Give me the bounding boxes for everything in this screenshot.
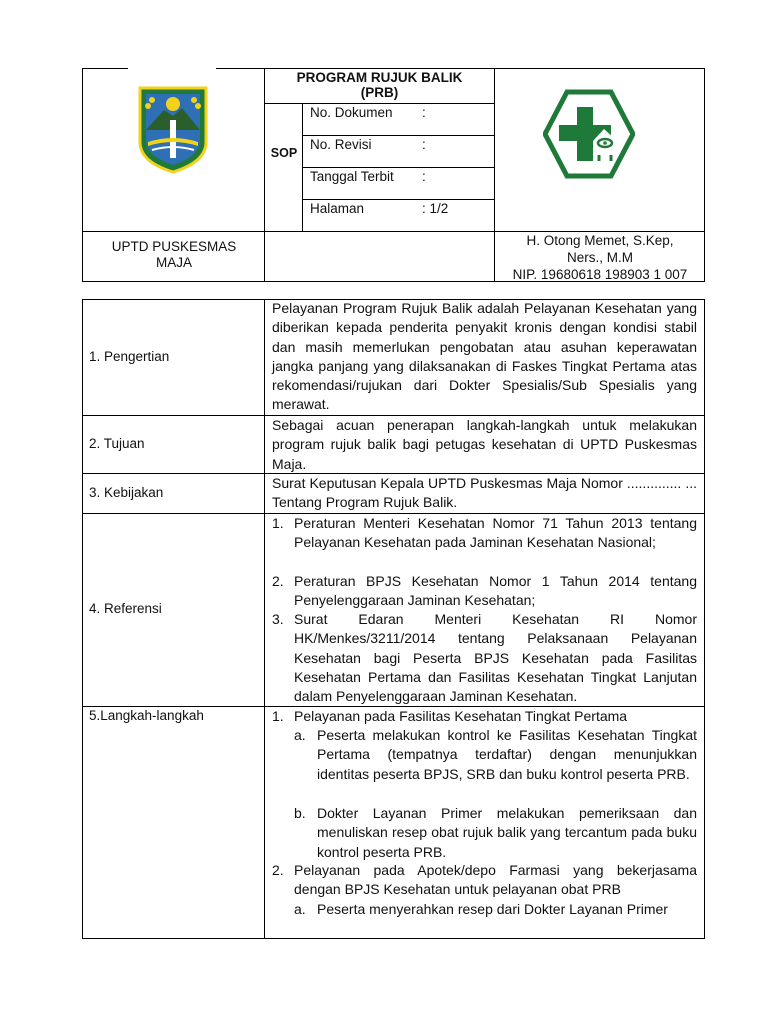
organization-name: UPTD PUSKESMAS MAJA [111,239,237,270]
langkah-number: 1. [272,708,284,724]
langkah-sub-item: Dokter Layanan Primer melakukan pemeriksaan dan menuliskan resep obat rujuk balik yang tercantum pada buku kontrol peserta PRB. [317,805,697,860]
meta-halaman: Halaman : 1/2 [310,201,449,216]
langkah-sub-letter: a. [294,901,306,917]
header-divider [302,167,495,168]
langkah-number: 2. [272,862,284,878]
langkah-sub-letter: a. [294,727,306,743]
meta-tanggal-terbit: Tanggal Terbit : [310,169,426,184]
pengertian-text: Pelayanan Program Rujuk Balik adalah Pelayanan Kesehatan yang diberikan kepada penderita penyakit kronis dengan kondisi stabil dan masih memerlukan pengobatan atau asuhan keperawatan jangka panjang yang dilaksanakan di Faskes Tingkat Pertama atas rekomendasi/rujukan dari Dokter Spesialis/Sub Spesialis yang merawat. [272,300,697,413]
puskesmas-logo [543,89,635,179]
langkah-item: Pelayanan pada Apotek/depo Farmasi yang bekerjasama dengan BPJS Kesehatan untuk pelayanan obat PRB [294,862,697,898]
table-divider [264,299,265,939]
meta-no-revisi: No. Revisi : [310,137,426,152]
referensi-item: Peraturan Menteri Kesehatan Nomor 71 Tahun 2013 tentang Pelayanan Kesehatan pada Jaminan Kesehatan Nasional; [294,515,697,551]
referensi-number: 3. [272,611,284,627]
langkah-sub-letter: b. [294,805,306,821]
tujuan-text: Sebagai acuan penerapan langkah-langkah untuk melakukan program rujuk balik bagi petugas kesehatan di UPTD Puskesmas Maja. [272,417,697,472]
sop-label: SOP [270,146,298,160]
header-divider [264,103,495,104]
document-title: PROGRAM RUJUK BALIK (PRB) [296,70,463,100]
signer-nip: NIP. 19680618 198903 1 007 [512,267,688,282]
regency-crest-logo [134,80,212,176]
row-label-referensi: 4. Referensi [89,601,162,616]
langkah-sub-item: Peserta melakukan kontrol ke Fasilitas Kesehatan Tingkat Pertama (tempatnya terdaftar) dengan menunjukkan identitas peserta BPJS, SRB dan buku kontrol peserta PRB. [317,727,697,782]
row-label-tujuan: 2. Tujuan [89,436,145,451]
referensi-number: 1. [272,515,284,531]
header-divider [302,135,495,136]
header-divider [302,199,495,200]
row-label-pengertian: 1. Pengertian [89,349,170,364]
signer-block: H. Otong Memet, S.Kep, Ners., M.M NIP. 19680618 198903 1 007 [496,232,704,283]
langkah-item: Pelayanan pada Fasilitas Kesehatan Tingkat Pertama [294,708,628,724]
header-divider [264,68,265,282]
referensi-number: 2. [272,573,284,589]
langkah-sub-item: Peserta menyerahkan resep dari Dokter Layanan Primer [317,901,668,917]
row-label-kebijakan: 3. Kebijakan [89,485,164,500]
referensi-item: Peraturan BPJS Kesehatan Nomor 1 Tahun 2014 tentang Penyelenggaraan Jaminan Kesehatan; [294,573,697,609]
referensi-item: Surat Edaran Menteri Kesehatan RI Nomor HK/Menkes/3211/2014 tentang Pelaksanaan Pelayanan Kesehatan bagi Peserta BPJS Kesehatan pada Fasilitas Kesehatan Pertama dan Fasilitas Kesehatan Tingkat Lanjutan dalam Penyelenggaraan Jaminan Kesehatan. [294,611,697,705]
meta-no-dokumen: No. Dokumen : [310,105,426,120]
kebijakan-text: Surat Keputusan Kepala UPTD Puskesmas Maja Nomor .............. ... Tentang Program Rujuk Balik. [272,475,697,511]
row-label-langkah: 5.Langkah-langkah [89,708,204,723]
header-divider [494,68,495,282]
